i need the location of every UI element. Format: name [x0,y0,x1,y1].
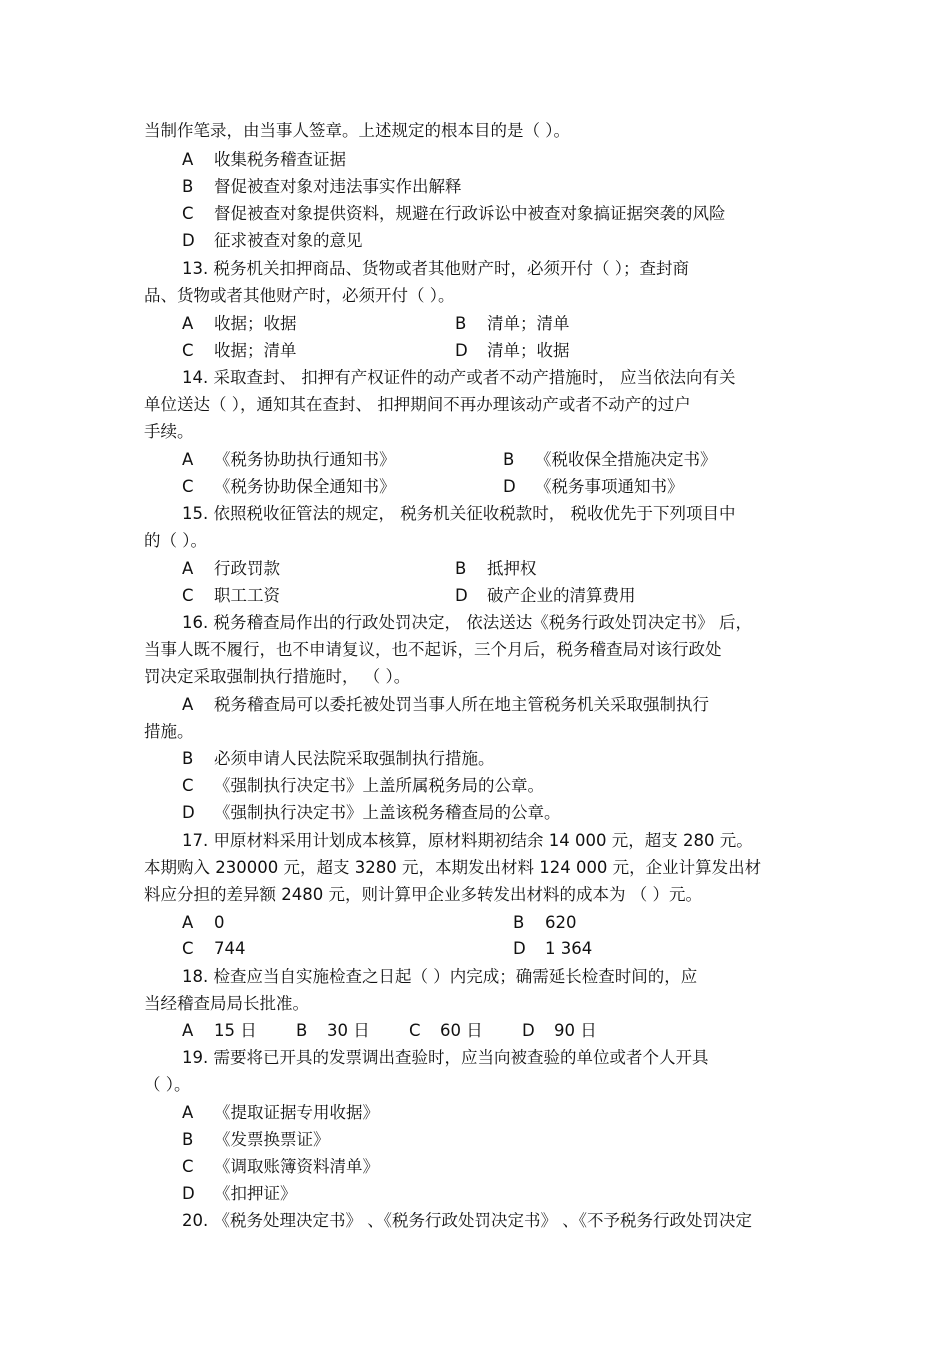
document-page: 当制作笔录，由当事人签章。上述规定的根本目的是（ ）。 A 收集税务稽查证据 B 督促被查对象对违法事实作出解释 C 督促被查对象提供资料，规避在行政诉讼中被查对象搞证据突袭的风险 D 征求被查对象的意见 13. 税务机关扣押商品、货物或者其他财产时，必须开付（ ）；查封商 品、货物或者其他财产时，必须开付（ ）。 A 收据；收据 B 清单；清单 C 收据；清单 D 清单；收据 14. 采取查封、 扣押有产权证件的动产或者不动产措施时， 应当依法向有关 单位送达（ ），通知其在查封、 扣押期间不再办理该动产或者不动产的过户 手续。 A 《税务协助执行通知书》 B 《税收保全措施决定书》 C 《税务协助保全通知书》 D 《税务事项通知书》 15. 依照税收征管法的规定， 税务机关征收税款时， 税收优先于下列项目中 的（ ）。 A 行政罚款 B 抵押权 C 职工工资 D 破产企业的清算费用 16. 税务稽查局作出的行政处罚决定， 依法送达《税务行政处罚决定书》 后， 当事人既不履行，也不申请复议，也不起诉，三个月后，税务稽查局对该行政处 罚决定采取强制执行措施时， （ ）。 A 税务稽查局可以委托被处罚当事人所在地主管税务机关采取强制执行 措施。 B 必须申请人民法院采取强制执行措施。 C 《强制执行决定书》上盖所属税务局的公章。 D 《强制执行决定书》上盖该税务稽查局的公章。 17. 甲原材料采用计划成本核算，原材料期初结余 14 000 元，超支 280 元。 本期购入 230000 元，超支 3280 元，本期发出材料 124 000 元，企业计算发出材 料应分担的差异额 2480 元，则计算甲企业多转发出材料的成本为 （ ）元。 A 0 B 620 C 744 D 1 364 18. 检查应当自实施检查之日起（ ）内完成；确需延长检查时间的，应 当经稽查局局长批准。 A 15 日 B 30 日 C 60 日 D 90 日 19. 需要将已开具的发票调出查验时，应当向被查验的单位或者个人开具 （ ）。 A 《提取证据专用收据》 B 《发票换票证》 C 《调取账簿资料清单》 D 《扣押证》 20. 《税务处理决定书》 、《税务行政处罚决定书》 、《不予税务行政处罚决定 [144,121,762,1230]
